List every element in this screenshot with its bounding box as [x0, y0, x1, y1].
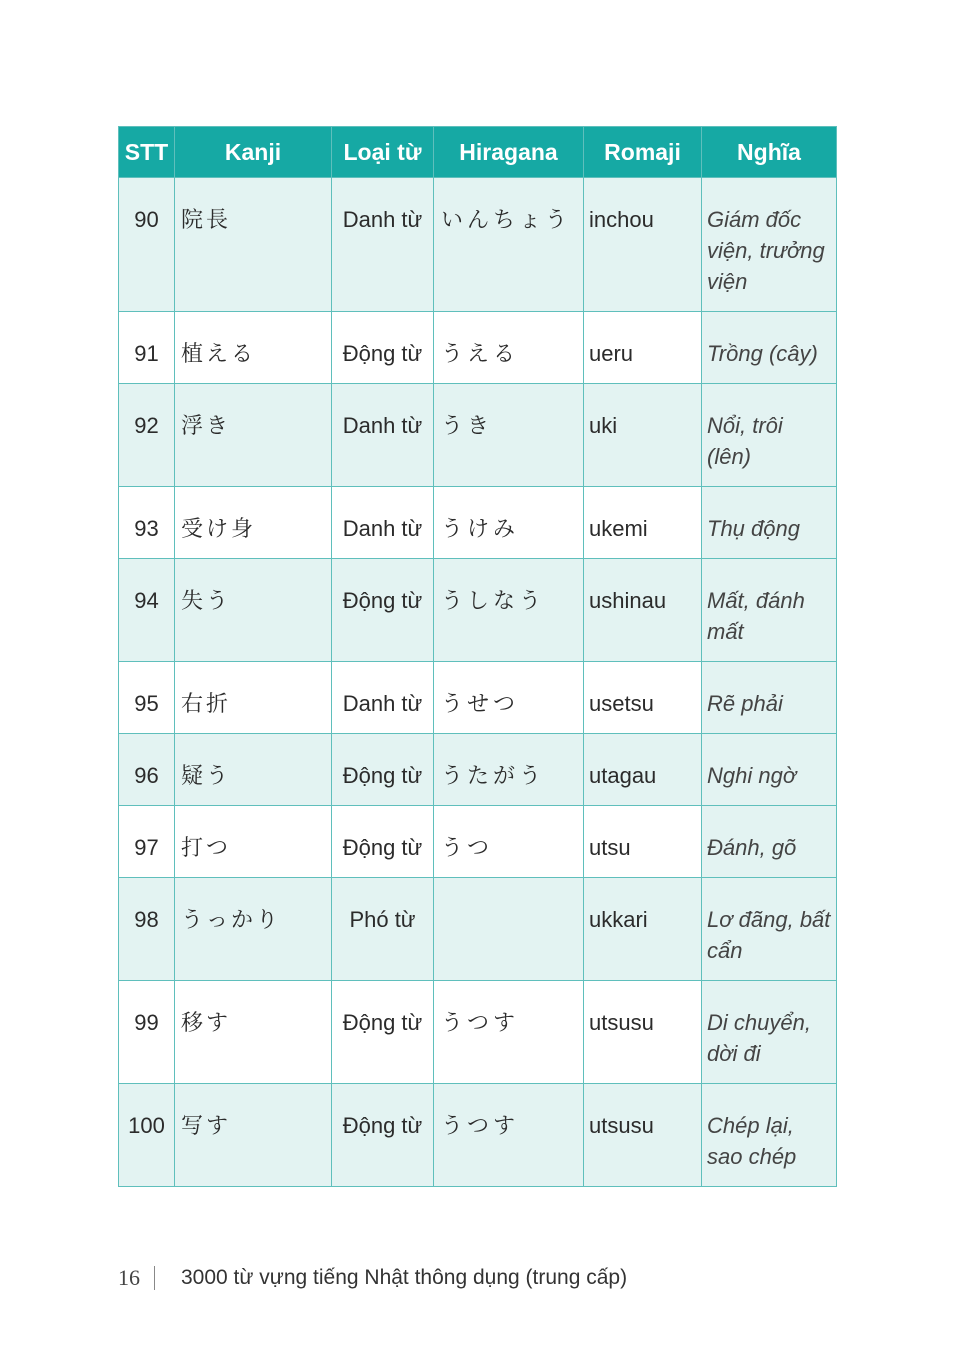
- stt-cell: 100: [119, 1084, 175, 1187]
- header-type: Loại từ: [332, 127, 434, 178]
- type-cell: Động từ: [332, 1084, 434, 1187]
- header-stt: STT: [119, 127, 175, 178]
- kanji-cell: 失う: [175, 559, 332, 662]
- romaji-cell: utagau: [584, 734, 702, 806]
- romaji-cell: inchou: [584, 178, 702, 312]
- kanji-cell: 植える: [175, 312, 332, 384]
- meaning-cell: Rẽ phải: [702, 662, 837, 734]
- book-title: 3000 từ vựng tiếng Nhật thông dụng (trung cấp): [181, 1266, 628, 1289]
- kanji-cell: 疑う: [175, 734, 332, 806]
- meaning-cell: Giám đốc viện, trưởng viện: [702, 178, 837, 312]
- table-row: [119, 806, 837, 878]
- type-cell: Danh từ: [332, 487, 434, 559]
- meaning-cell: Nổi, trôi (lên): [702, 384, 837, 487]
- table-body: [119, 178, 837, 1187]
- type-cell: Danh từ: [332, 662, 434, 734]
- stt-cell: 98: [119, 878, 175, 981]
- meaning-cell: Mất, đánh mất: [702, 559, 837, 662]
- hiragana-cell: うたがう: [434, 734, 584, 806]
- table-row: [119, 878, 837, 981]
- table-row: [119, 981, 837, 1084]
- header-hiragana: Hiragana: [434, 127, 584, 178]
- stt-cell: 96: [119, 734, 175, 806]
- hiragana-cell: うき: [434, 384, 584, 487]
- type-cell: Phó từ: [332, 878, 434, 981]
- table-row: [119, 384, 837, 487]
- table-row: [119, 487, 837, 559]
- meaning-cell: Trồng (cây): [702, 312, 837, 384]
- table-row: [119, 1084, 837, 1187]
- footer-divider: [154, 1266, 155, 1290]
- meaning-cell: Chép lại, sao chép: [702, 1084, 837, 1187]
- hiragana-cell: うせつ: [434, 662, 584, 734]
- type-cell: Động từ: [332, 981, 434, 1084]
- meaning-cell: Di chuyển, dời đi: [702, 981, 837, 1084]
- header-row: [119, 127, 837, 178]
- stt-cell: 95: [119, 662, 175, 734]
- kanji-cell: 受け身: [175, 487, 332, 559]
- meaning-cell: Thụ động: [702, 487, 837, 559]
- header-romaji: Romaji: [584, 127, 702, 178]
- kanji-cell: 右折: [175, 662, 332, 734]
- stt-cell: 93: [119, 487, 175, 559]
- kanji-cell: 打つ: [175, 806, 332, 878]
- vocabulary-table: [118, 126, 837, 1187]
- type-cell: Động từ: [332, 312, 434, 384]
- type-cell: Danh từ: [332, 384, 434, 487]
- hiragana-cell: いんちょう: [434, 178, 584, 312]
- hiragana-cell: うつす: [434, 1084, 584, 1187]
- type-cell: Động từ: [332, 806, 434, 878]
- stt-cell: 94: [119, 559, 175, 662]
- kanji-cell: 写す: [175, 1084, 332, 1187]
- page-footer: [118, 1262, 627, 1294]
- table-row: [119, 178, 837, 312]
- meaning-cell: Đánh, gõ: [702, 806, 837, 878]
- meaning-cell: Lơ đãng, bất cẩn: [702, 878, 837, 981]
- hiragana-cell: うしなう: [434, 559, 584, 662]
- hiragana-cell: うえる: [434, 312, 584, 384]
- header-kanji: Kanji: [175, 127, 332, 178]
- stt-cell: 90: [119, 178, 175, 312]
- stt-cell: 92: [119, 384, 175, 487]
- table-row: [119, 734, 837, 806]
- romaji-cell: ukkari: [584, 878, 702, 981]
- hiragana-cell: うつす: [434, 981, 584, 1084]
- stt-cell: 99: [119, 981, 175, 1084]
- hiragana-cell: うつ: [434, 806, 584, 878]
- stt-cell: 91: [119, 312, 175, 384]
- romaji-cell: utsusu: [584, 981, 702, 1084]
- romaji-cell: utsusu: [584, 1084, 702, 1187]
- romaji-cell: ushinau: [584, 559, 702, 662]
- kanji-cell: 浮き: [175, 384, 332, 487]
- header-meaning: Nghĩa: [702, 127, 837, 178]
- kanji-cell: 移す: [175, 981, 332, 1084]
- type-cell: Danh từ: [332, 178, 434, 312]
- romaji-cell: utsu: [584, 806, 702, 878]
- stt-cell: 97: [119, 806, 175, 878]
- table-row: [119, 559, 837, 662]
- romaji-cell: usetsu: [584, 662, 702, 734]
- type-cell: Động từ: [332, 559, 434, 662]
- meaning-cell: Nghi ngờ: [702, 734, 837, 806]
- hiragana-cell: [434, 878, 584, 981]
- kanji-cell: うっかり: [175, 878, 332, 981]
- romaji-cell: uki: [584, 384, 702, 487]
- hiragana-cell: うけみ: [434, 487, 584, 559]
- table-row: [119, 312, 837, 384]
- table-row: [119, 662, 837, 734]
- type-cell: Động từ: [332, 734, 434, 806]
- table-header: [119, 127, 837, 178]
- page-number: 16: [118, 1265, 140, 1290]
- romaji-cell: ukemi: [584, 487, 702, 559]
- romaji-cell: ueru: [584, 312, 702, 384]
- kanji-cell: 院長: [175, 178, 332, 312]
